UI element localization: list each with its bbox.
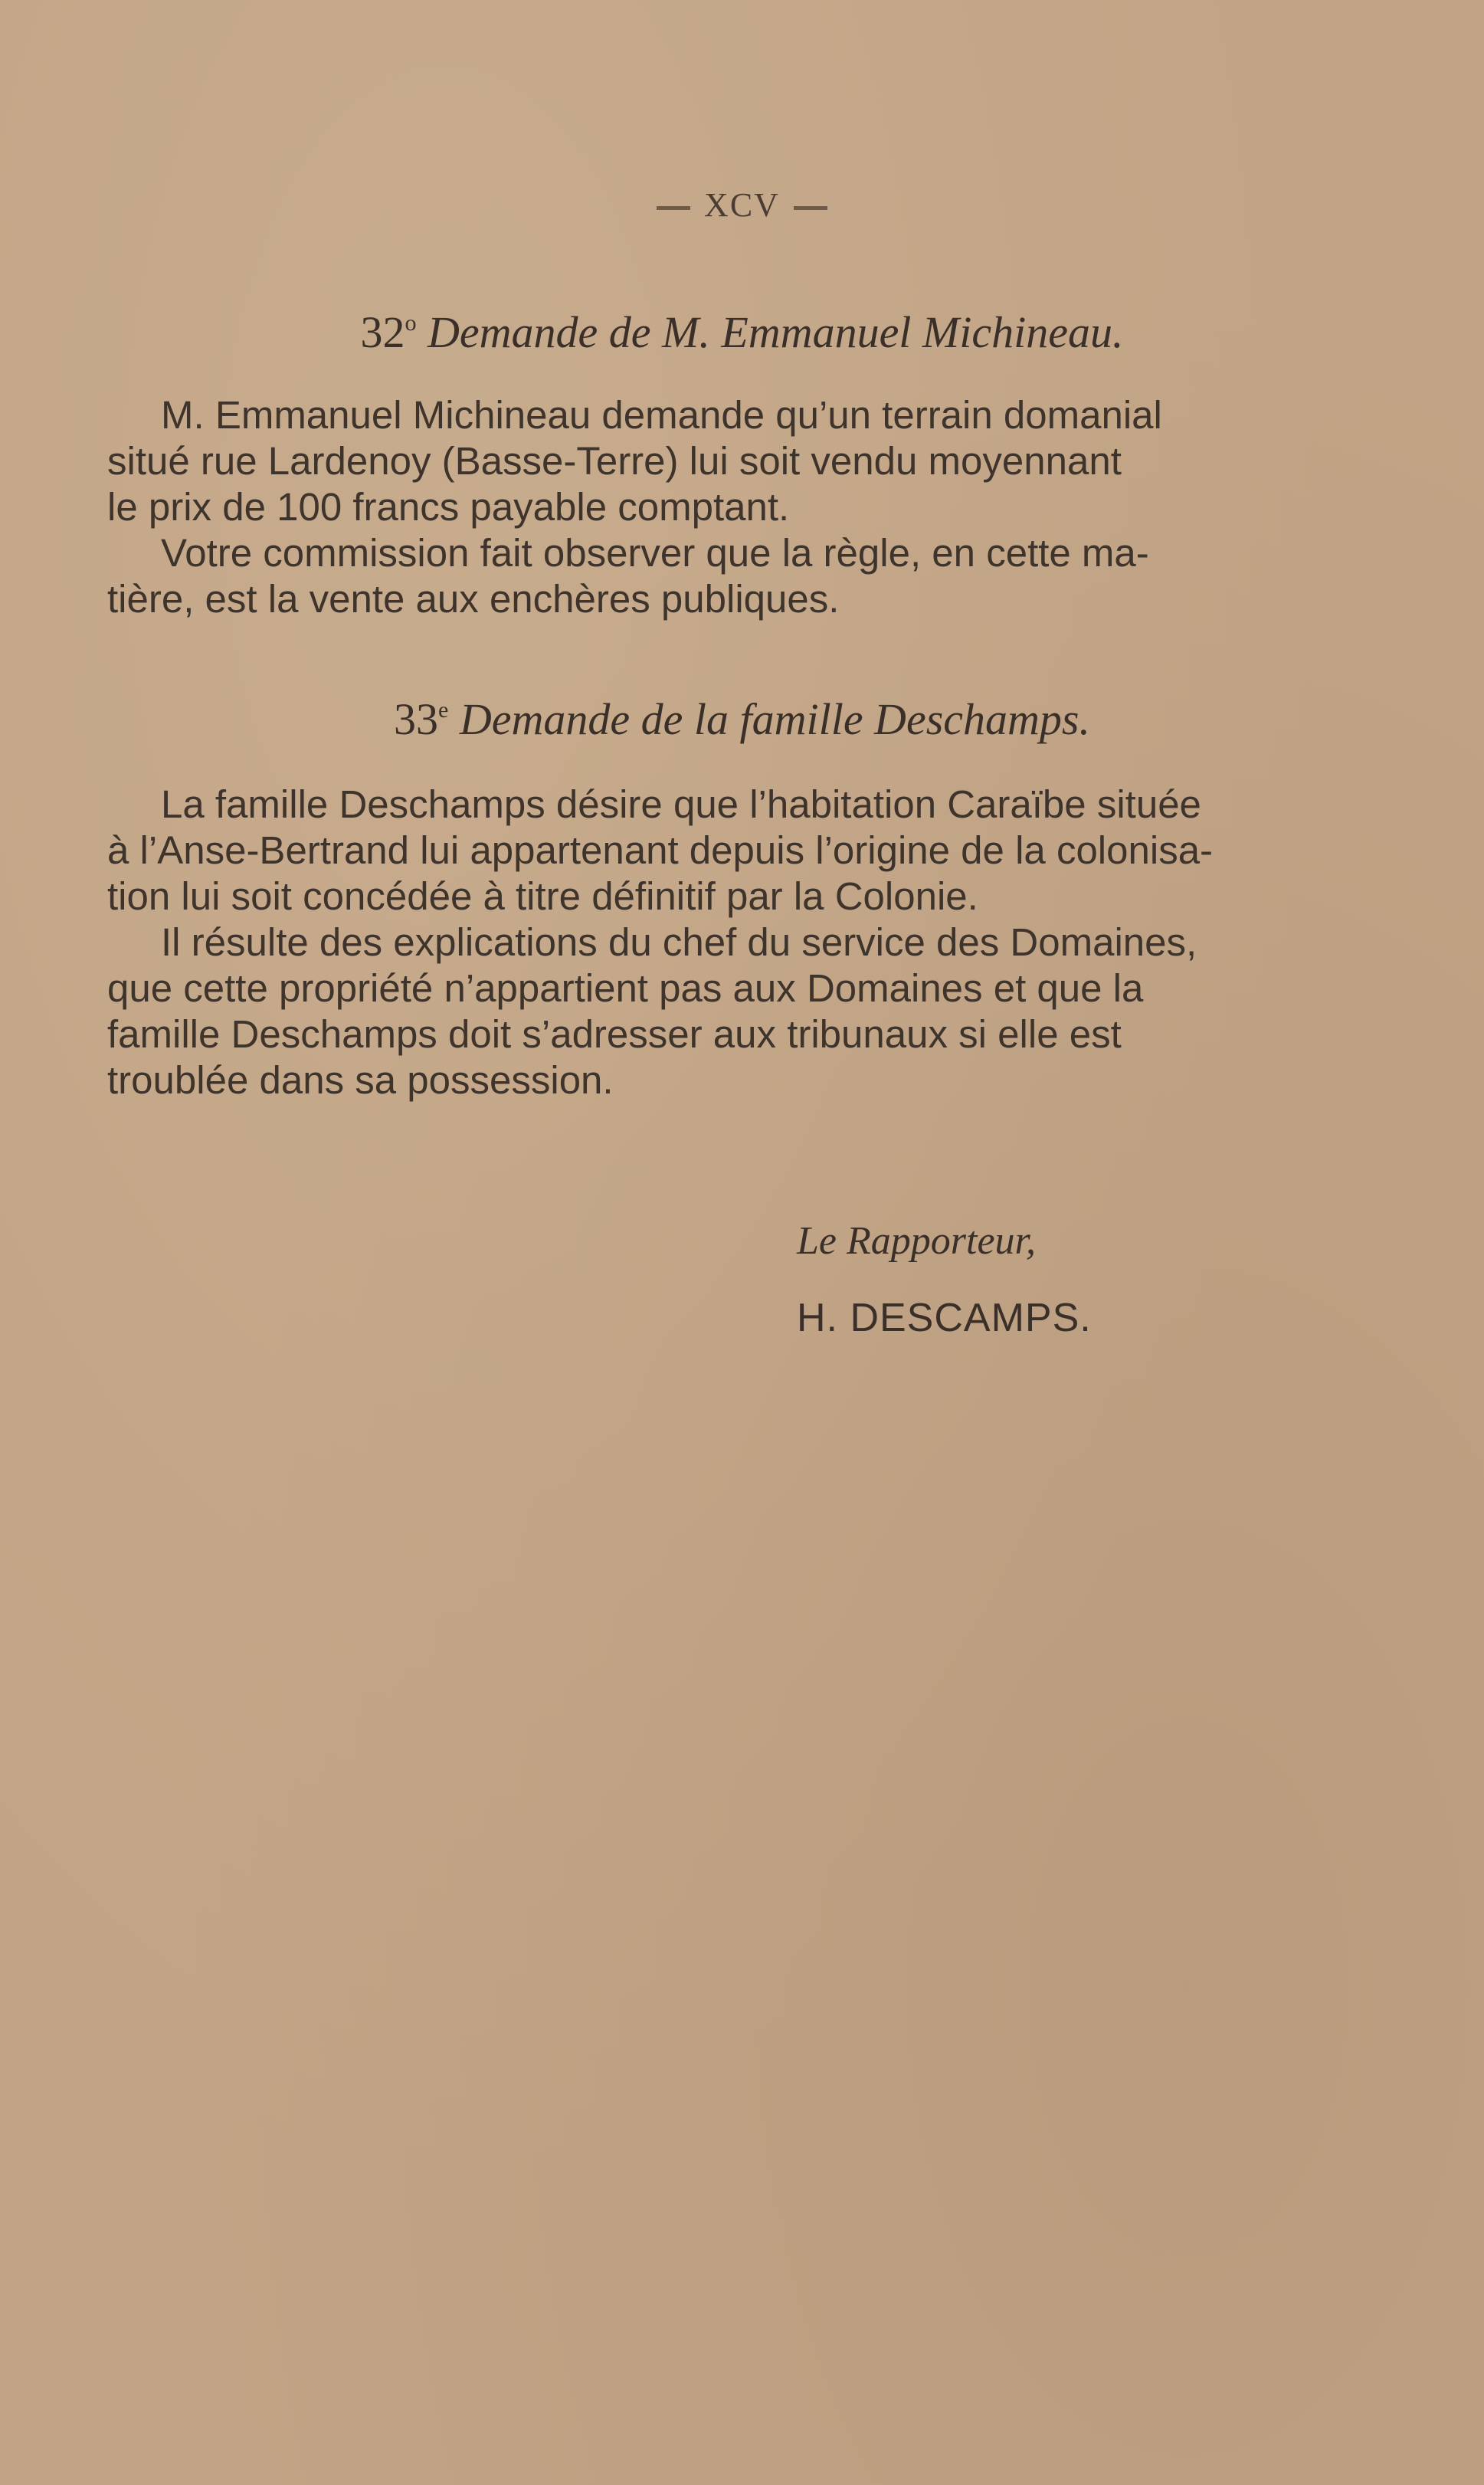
section-number: 32 <box>360 307 405 357</box>
text-line: le prix de 100 francs payable comptant. <box>107 485 790 529</box>
paragraph-33-1 <box>107 782 1264 920</box>
folio-dash-right <box>794 206 827 210</box>
text-line: tière, est la vente aux enchères publiques. <box>107 577 840 621</box>
text-line: tion lui soit concédée à titre définitif par la Colonie. <box>107 874 978 918</box>
page-folio <box>0 185 1484 225</box>
text-line: à l’Anse-Bertrand lui appartenant depuis l’origine de la colonisa- <box>107 828 1214 872</box>
text-line: Votre commission fait observer que la règle, en cette ma- <box>161 531 1149 575</box>
signature-role: Le Rapporteur, <box>797 1219 1036 1263</box>
section-number: 33 <box>394 694 439 744</box>
folio-dash-left <box>657 206 690 210</box>
section-heading-33 <box>0 693 1484 745</box>
section-title: Demande de M. Emmanuel Michineau. <box>428 307 1124 357</box>
text-line: famille Deschamps doit s’adresser aux tribunaux si elle est <box>107 1012 1122 1056</box>
folio-number: XCV <box>704 186 780 224</box>
paragraph-33-2 <box>107 920 1264 1103</box>
paragraph-32-2 <box>107 530 1264 622</box>
text-line: M. Emmanuel Michineau demande qu’un terrain domanial <box>161 393 1162 437</box>
section-number-suffix: o <box>405 310 417 336</box>
section-heading-32 <box>0 307 1484 358</box>
text-line: que cette propriété n’appartient pas aux Domaines et que la <box>107 966 1144 1010</box>
text-line: situé rue Lardenoy (Basse-Terre) lui soit vendu moyennant <box>107 439 1122 483</box>
section-title: Demande de la famille Deschamps. <box>459 694 1090 744</box>
text-line: troublée dans sa possession. <box>107 1058 614 1102</box>
text-line: Il résulte des explications du chef du service des Domaines, <box>161 920 1197 964</box>
signature-name: H. DESCAMPS. <box>797 1296 1092 1340</box>
section-number-suffix: e <box>438 697 449 723</box>
paragraph-32-1 <box>107 392 1264 530</box>
text-line: La famille Deschamps désire que l’habitation Caraïbe située <box>161 782 1201 826</box>
